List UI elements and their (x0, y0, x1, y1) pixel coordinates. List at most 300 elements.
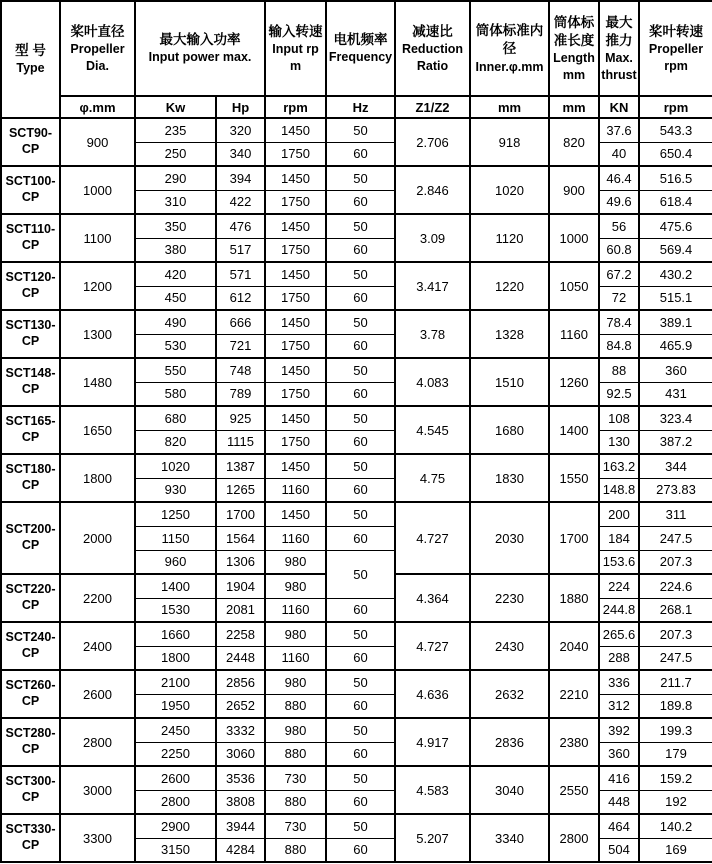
frequency-cell: 50 (326, 814, 395, 838)
model-cell: SCT165-CP (1, 406, 60, 454)
frequency-cell: 50 (326, 502, 395, 526)
frequency-cell: 60 (326, 286, 395, 310)
frequency-cell: 60 (326, 694, 395, 718)
length-cell: 1880 (549, 574, 599, 622)
header-propeller-rpm (639, 1, 712, 96)
model-cell: SCT120-CP (1, 262, 60, 310)
power-hp-cell: 422 (216, 190, 265, 214)
inner-dia-cell: 2430 (470, 622, 549, 670)
power-hp-cell: 612 (216, 286, 265, 310)
input-rpm-cell: 880 (265, 742, 326, 766)
table-row (1, 622, 712, 646)
propeller-rpm-cell: 430.2 (639, 262, 712, 286)
input-rpm-cell: 1750 (265, 382, 326, 406)
power-kw-cell: 820 (135, 430, 216, 454)
model-cell: SCT148-CP (1, 358, 60, 406)
power-hp-cell: 1265 (216, 478, 265, 502)
max-thrust-cell: 416 (599, 766, 639, 790)
header-inner-dia (470, 1, 549, 96)
frequency-cell: 50 (326, 670, 395, 694)
reduction-ratio-cell: 3.417 (395, 262, 470, 310)
frequency-cell: 60 (326, 838, 395, 862)
power-kw-cell: 1250 (135, 502, 216, 526)
header-propeller-dia (60, 1, 135, 96)
power-kw-cell: 420 (135, 262, 216, 286)
table-header (1, 1, 712, 118)
frequency-cell: 60 (326, 142, 395, 166)
power-hp-cell: 2856 (216, 670, 265, 694)
input-rpm-cell: 730 (265, 766, 326, 790)
reduction-ratio-cell: 5.207 (395, 814, 470, 862)
max-thrust-cell: 448 (599, 790, 639, 814)
frequency-cell: 60 (326, 742, 395, 766)
max-thrust-cell: 464 (599, 814, 639, 838)
power-hp-cell: 3332 (216, 718, 265, 742)
power-hp-cell: 1306 (216, 550, 265, 574)
model-cell: SCT110-CP (1, 214, 60, 262)
reduction-ratio-cell: 4.083 (395, 358, 470, 406)
propeller-dia-cell: 1650 (60, 406, 135, 454)
header-type-zh: 型 号 (15, 43, 46, 59)
header-main-row (1, 1, 712, 96)
table-row (1, 166, 712, 190)
reduction-ratio-cell: 3.78 (395, 310, 470, 358)
length-cell: 2800 (549, 814, 599, 862)
frequency-cell: 60 (326, 646, 395, 670)
power-kw-cell: 2450 (135, 718, 216, 742)
max-thrust-cell: 60.8 (599, 238, 639, 262)
input-rpm-cell: 1450 (265, 454, 326, 478)
propeller-rpm-cell: 344 (639, 454, 712, 478)
frequency-cell: 50 (326, 214, 395, 238)
frequency-cell: 50 (326, 358, 395, 382)
power-hp-cell: 476 (216, 214, 265, 238)
inner-dia-cell: 2030 (470, 502, 549, 574)
header-input-rpm (265, 1, 326, 96)
input-rpm-cell: 1450 (265, 166, 326, 190)
length-cell: 1400 (549, 406, 599, 454)
max-thrust-cell: 49.6 (599, 190, 639, 214)
length-cell: 1260 (549, 358, 599, 406)
reduction-ratio-cell: 4.636 (395, 670, 470, 718)
input-rpm-cell: 1450 (265, 310, 326, 334)
power-kw-cell: 490 (135, 310, 216, 334)
power-kw-cell: 960 (135, 550, 216, 574)
header-input-power-en: Input power max. (148, 50, 252, 65)
unit-input-rpm: rpm (265, 96, 326, 118)
power-kw-cell: 350 (135, 214, 216, 238)
max-thrust-cell: 224 (599, 574, 639, 598)
inner-dia-cell: 1220 (470, 262, 549, 310)
input-rpm-cell: 1450 (265, 406, 326, 430)
propeller-rpm-cell: 189.8 (639, 694, 712, 718)
frequency-cell: 50 (326, 118, 395, 142)
frequency-cell: 60 (326, 382, 395, 406)
reduction-ratio-cell: 4.727 (395, 502, 470, 574)
max-thrust-cell: 92.5 (599, 382, 639, 406)
header-reduction-ratio-zh: 减速比 (412, 24, 453, 40)
unit-propeller-dia: φ.mm (60, 96, 135, 118)
header-reduction-ratio (395, 1, 470, 96)
input-rpm-cell: 1450 (265, 358, 326, 382)
power-hp-cell: 320 (216, 118, 265, 142)
header-propeller-dia-en: Propeller Dia. (70, 42, 125, 73)
length-cell: 2040 (549, 622, 599, 670)
power-kw-cell: 680 (135, 406, 216, 430)
header-unit-row (1, 96, 712, 118)
inner-dia-cell: 2836 (470, 718, 549, 766)
power-hp-cell: 1564 (216, 526, 265, 550)
input-rpm-cell: 1160 (265, 598, 326, 622)
inner-dia-cell: 3040 (470, 766, 549, 814)
header-max-thrust-zh: 最大推力 (605, 15, 633, 49)
power-kw-cell: 2600 (135, 766, 216, 790)
frequency-cell: 50 (326, 262, 395, 286)
power-kw-cell: 450 (135, 286, 216, 310)
input-rpm-cell: 1160 (265, 646, 326, 670)
power-hp-cell: 748 (216, 358, 265, 382)
frequency-cell: 60 (326, 334, 395, 358)
table-row (1, 502, 712, 526)
table-row (1, 214, 712, 238)
propeller-dia-cell: 2000 (60, 502, 135, 574)
max-thrust-cell: 244.8 (599, 598, 639, 622)
table-row (1, 118, 712, 142)
max-thrust-cell: 163.2 (599, 454, 639, 478)
power-kw-cell: 380 (135, 238, 216, 262)
power-hp-cell: 394 (216, 166, 265, 190)
power-kw-cell: 1530 (135, 598, 216, 622)
input-rpm-cell: 1160 (265, 526, 326, 550)
header-length (549, 1, 599, 96)
max-thrust-cell: 200 (599, 502, 639, 526)
frequency-cell: 50 (326, 622, 395, 646)
header-frequency-zh: 电机频率 (333, 32, 388, 48)
propeller-rpm-cell: 569.4 (639, 238, 712, 262)
power-kw-cell: 3150 (135, 838, 216, 862)
unit-kw: Kw (135, 96, 216, 118)
header-reduction-ratio-en: Reduction Ratio (401, 42, 464, 73)
input-rpm-cell: 730 (265, 814, 326, 838)
table-body (1, 118, 712, 862)
power-hp-cell: 1904 (216, 574, 265, 598)
propeller-rpm-cell: 516.5 (639, 166, 712, 190)
power-hp-cell: 3808 (216, 790, 265, 814)
reduction-ratio-cell: 4.727 (395, 622, 470, 670)
power-hp-cell: 721 (216, 334, 265, 358)
propeller-rpm-cell: 140.2 (639, 814, 712, 838)
power-kw-cell: 290 (135, 166, 216, 190)
power-kw-cell: 250 (135, 142, 216, 166)
header-propeller-dia-zh: 桨叶直径 (70, 24, 125, 40)
power-hp-cell: 517 (216, 238, 265, 262)
inner-dia-cell: 2632 (470, 670, 549, 718)
power-hp-cell: 3944 (216, 814, 265, 838)
length-cell: 1160 (549, 310, 599, 358)
max-thrust-cell: 67.2 (599, 262, 639, 286)
table-row (1, 406, 712, 430)
max-thrust-cell: 72 (599, 286, 639, 310)
power-kw-cell: 1400 (135, 574, 216, 598)
length-cell: 2550 (549, 766, 599, 814)
unit-max-thrust: KN (599, 96, 639, 118)
input-rpm-cell: 1750 (265, 430, 326, 454)
length-cell: 1550 (549, 454, 599, 502)
max-thrust-cell: 84.8 (599, 334, 639, 358)
max-thrust-cell: 392 (599, 718, 639, 742)
max-thrust-cell: 184 (599, 526, 639, 550)
table-row (1, 358, 712, 382)
reduction-ratio-cell: 3.09 (395, 214, 470, 262)
reduction-ratio-cell: 4.75 (395, 454, 470, 502)
frequency-cell: 50 (326, 454, 395, 478)
inner-dia-cell: 1830 (470, 454, 549, 502)
input-rpm-cell: 980 (265, 622, 326, 646)
frequency-cell: 60 (326, 478, 395, 502)
inner-dia-cell: 1328 (470, 310, 549, 358)
propeller-rpm-cell: 465.9 (639, 334, 712, 358)
model-cell: SCT280-CP (1, 718, 60, 766)
power-kw-cell: 2100 (135, 670, 216, 694)
reduction-ratio-cell: 4.583 (395, 766, 470, 814)
power-hp-cell: 1700 (216, 502, 265, 526)
propeller-rpm-cell: 387.2 (639, 430, 712, 454)
length-cell: 1050 (549, 262, 599, 310)
header-length-zh: 筒体标准长度 (553, 15, 595, 49)
power-kw-cell: 1950 (135, 694, 216, 718)
input-rpm-cell: 1750 (265, 286, 326, 310)
propeller-dia-cell: 2800 (60, 718, 135, 766)
unit-reduction-ratio: Z1/Z2 (395, 96, 470, 118)
table-row (1, 310, 712, 334)
input-rpm-cell: 980 (265, 718, 326, 742)
power-hp-cell: 1387 (216, 454, 265, 478)
header-inner-dia-zh: 筒体标准内径 (475, 23, 544, 57)
power-hp-cell: 2081 (216, 598, 265, 622)
model-cell: SCT100-CP (1, 166, 60, 214)
model-cell: SCT90-CP (1, 118, 60, 166)
input-rpm-cell: 880 (265, 838, 326, 862)
propeller-rpm-cell: 311 (639, 502, 712, 526)
header-input-rpm-en: Input rpm (272, 42, 319, 73)
power-kw-cell: 1660 (135, 622, 216, 646)
propeller-rpm-cell: 211.7 (639, 670, 712, 694)
max-thrust-cell: 78.4 (599, 310, 639, 334)
power-hp-cell: 925 (216, 406, 265, 430)
length-cell: 820 (549, 118, 599, 166)
propeller-dia-cell: 2400 (60, 622, 135, 670)
frequency-cell: 50 (326, 406, 395, 430)
max-thrust-cell: 148.8 (599, 478, 639, 502)
power-hp-cell: 2652 (216, 694, 265, 718)
unit-frequency: Hz (326, 96, 395, 118)
input-rpm-cell: 880 (265, 694, 326, 718)
model-cell: SCT200-CP (1, 502, 60, 574)
model-cell: SCT240-CP (1, 622, 60, 670)
propeller-rpm-cell: 389.1 (639, 310, 712, 334)
input-rpm-cell: 1450 (265, 502, 326, 526)
max-thrust-cell: 40 (599, 142, 639, 166)
reduction-ratio-cell: 4.364 (395, 574, 470, 622)
frequency-cell: 60 (326, 238, 395, 262)
model-cell: SCT220-CP (1, 574, 60, 622)
max-thrust-cell: 37.6 (599, 118, 639, 142)
max-thrust-cell: 360 (599, 742, 639, 766)
input-rpm-cell: 1750 (265, 142, 326, 166)
max-thrust-cell: 130 (599, 430, 639, 454)
max-thrust-cell: 88 (599, 358, 639, 382)
table-row (1, 670, 712, 694)
power-hp-cell: 571 (216, 262, 265, 286)
inner-dia-cell: 2230 (470, 574, 549, 622)
power-kw-cell: 310 (135, 190, 216, 214)
frequency-cell: 60 (326, 790, 395, 814)
unit-hp: Hp (216, 96, 265, 118)
max-thrust-cell: 108 (599, 406, 639, 430)
length-cell: 2210 (549, 670, 599, 718)
propeller-dia-cell: 3000 (60, 766, 135, 814)
model-cell: SCT130-CP (1, 310, 60, 358)
power-hp-cell: 3060 (216, 742, 265, 766)
propeller-rpm-cell: 515.1 (639, 286, 712, 310)
input-rpm-cell: 1750 (265, 190, 326, 214)
inner-dia-cell: 1120 (470, 214, 549, 262)
inner-dia-cell: 3340 (470, 814, 549, 862)
power-hp-cell: 340 (216, 142, 265, 166)
frequency-cell: 60 (326, 190, 395, 214)
propeller-dia-cell: 1200 (60, 262, 135, 310)
header-frequency (326, 1, 395, 96)
frequency-cell: 50 (326, 766, 395, 790)
propeller-rpm-cell: 273.83 (639, 478, 712, 502)
inner-dia-cell: 1680 (470, 406, 549, 454)
model-cell: SCT330-CP (1, 814, 60, 862)
power-kw-cell: 1150 (135, 526, 216, 550)
propeller-rpm-cell: 207.3 (639, 550, 712, 574)
frequency-cell: 60 (326, 430, 395, 454)
frequency-cell: 50 (326, 718, 395, 742)
frequency-cell: 50 (326, 166, 395, 190)
propeller-rpm-cell: 323.4 (639, 406, 712, 430)
header-max-thrust (599, 1, 639, 96)
power-kw-cell: 2900 (135, 814, 216, 838)
propeller-rpm-cell: 360 (639, 358, 712, 382)
propeller-dia-cell: 1480 (60, 358, 135, 406)
power-kw-cell: 2800 (135, 790, 216, 814)
reduction-ratio-cell: 4.917 (395, 718, 470, 766)
power-hp-cell: 2258 (216, 622, 265, 646)
header-propeller-rpm-en: Propeller rpm (648, 42, 704, 73)
frequency-cell: 50 (326, 310, 395, 334)
max-thrust-cell: 336 (599, 670, 639, 694)
header-length-en: Length mm (553, 51, 595, 82)
model-cell: SCT180-CP (1, 454, 60, 502)
input-rpm-cell: 880 (265, 790, 326, 814)
reduction-ratio-cell: 2.846 (395, 166, 470, 214)
length-cell: 900 (549, 166, 599, 214)
power-kw-cell: 235 (135, 118, 216, 142)
frequency-cell: 60 (326, 526, 395, 550)
input-rpm-cell: 980 (265, 550, 326, 574)
power-hp-cell: 3536 (216, 766, 265, 790)
power-kw-cell: 1020 (135, 454, 216, 478)
header-propeller-rpm-zh: 桨叶转速 (649, 24, 704, 40)
power-kw-cell: 2250 (135, 742, 216, 766)
input-rpm-cell: 980 (265, 574, 326, 598)
frequency-cell: 60 (326, 598, 395, 622)
input-rpm-cell: 1750 (265, 238, 326, 262)
propeller-rpm-cell: 207.3 (639, 622, 712, 646)
propeller-rpm-cell: 543.3 (639, 118, 712, 142)
power-kw-cell: 550 (135, 358, 216, 382)
table-row (1, 814, 712, 838)
max-thrust-cell: 312 (599, 694, 639, 718)
propeller-rpm-cell: 224.6 (639, 574, 712, 598)
header-input-power-zh: 最大输入功率 (159, 32, 241, 48)
length-cell: 1000 (549, 214, 599, 262)
input-rpm-cell: 1450 (265, 262, 326, 286)
power-hp-cell: 789 (216, 382, 265, 406)
input-rpm-cell: 1450 (265, 214, 326, 238)
propeller-rpm-cell: 247.5 (639, 526, 712, 550)
power-hp-cell: 666 (216, 310, 265, 334)
reduction-ratio-cell: 2.706 (395, 118, 470, 166)
table-row (1, 454, 712, 478)
header-input-rpm-zh: 输入转速 (268, 24, 323, 40)
propeller-rpm-cell: 159.2 (639, 766, 712, 790)
model-cell: SCT260-CP (1, 670, 60, 718)
max-thrust-cell: 56 (599, 214, 639, 238)
power-hp-cell: 1115 (216, 430, 265, 454)
propeller-rpm-cell: 268.1 (639, 598, 712, 622)
inner-dia-cell: 1020 (470, 166, 549, 214)
table-row (1, 718, 712, 742)
propeller-rpm-cell: 169 (639, 838, 712, 862)
propeller-rpm-cell: 192 (639, 790, 712, 814)
table-row (1, 766, 712, 790)
propeller-dia-cell: 900 (60, 118, 135, 166)
power-kw-cell: 930 (135, 478, 216, 502)
propeller-dia-cell: 1000 (60, 166, 135, 214)
length-cell: 1700 (549, 502, 599, 574)
max-thrust-cell: 153.6 (599, 550, 639, 574)
unit-inner-dia: mm (470, 96, 549, 118)
table-row (1, 262, 712, 286)
power-kw-cell: 580 (135, 382, 216, 406)
propeller-rpm-cell: 650.4 (639, 142, 712, 166)
inner-dia-cell: 1510 (470, 358, 549, 406)
propeller-dia-cell: 1300 (60, 310, 135, 358)
power-hp-cell: 4284 (216, 838, 265, 862)
propeller-dia-cell: 2600 (60, 670, 135, 718)
header-frequency-en: Frequency (328, 50, 393, 65)
propeller-rpm-cell: 199.3 (639, 718, 712, 742)
model-cell: SCT300-CP (1, 766, 60, 814)
propeller-dia-cell: 1100 (60, 214, 135, 262)
input-rpm-cell: 1160 (265, 478, 326, 502)
reduction-ratio-cell: 4.545 (395, 406, 470, 454)
input-rpm-cell: 1750 (265, 334, 326, 358)
input-rpm-cell: 980 (265, 670, 326, 694)
length-cell: 2380 (549, 718, 599, 766)
header-max-thrust-en: Max. thrust (601, 51, 637, 82)
unit-length: mm (549, 96, 599, 118)
input-rpm-cell: 1450 (265, 118, 326, 142)
frequency-cell: 50 (326, 550, 395, 598)
power-kw-cell: 1800 (135, 646, 216, 670)
max-thrust-cell: 504 (599, 838, 639, 862)
propeller-rpm-cell: 179 (639, 742, 712, 766)
